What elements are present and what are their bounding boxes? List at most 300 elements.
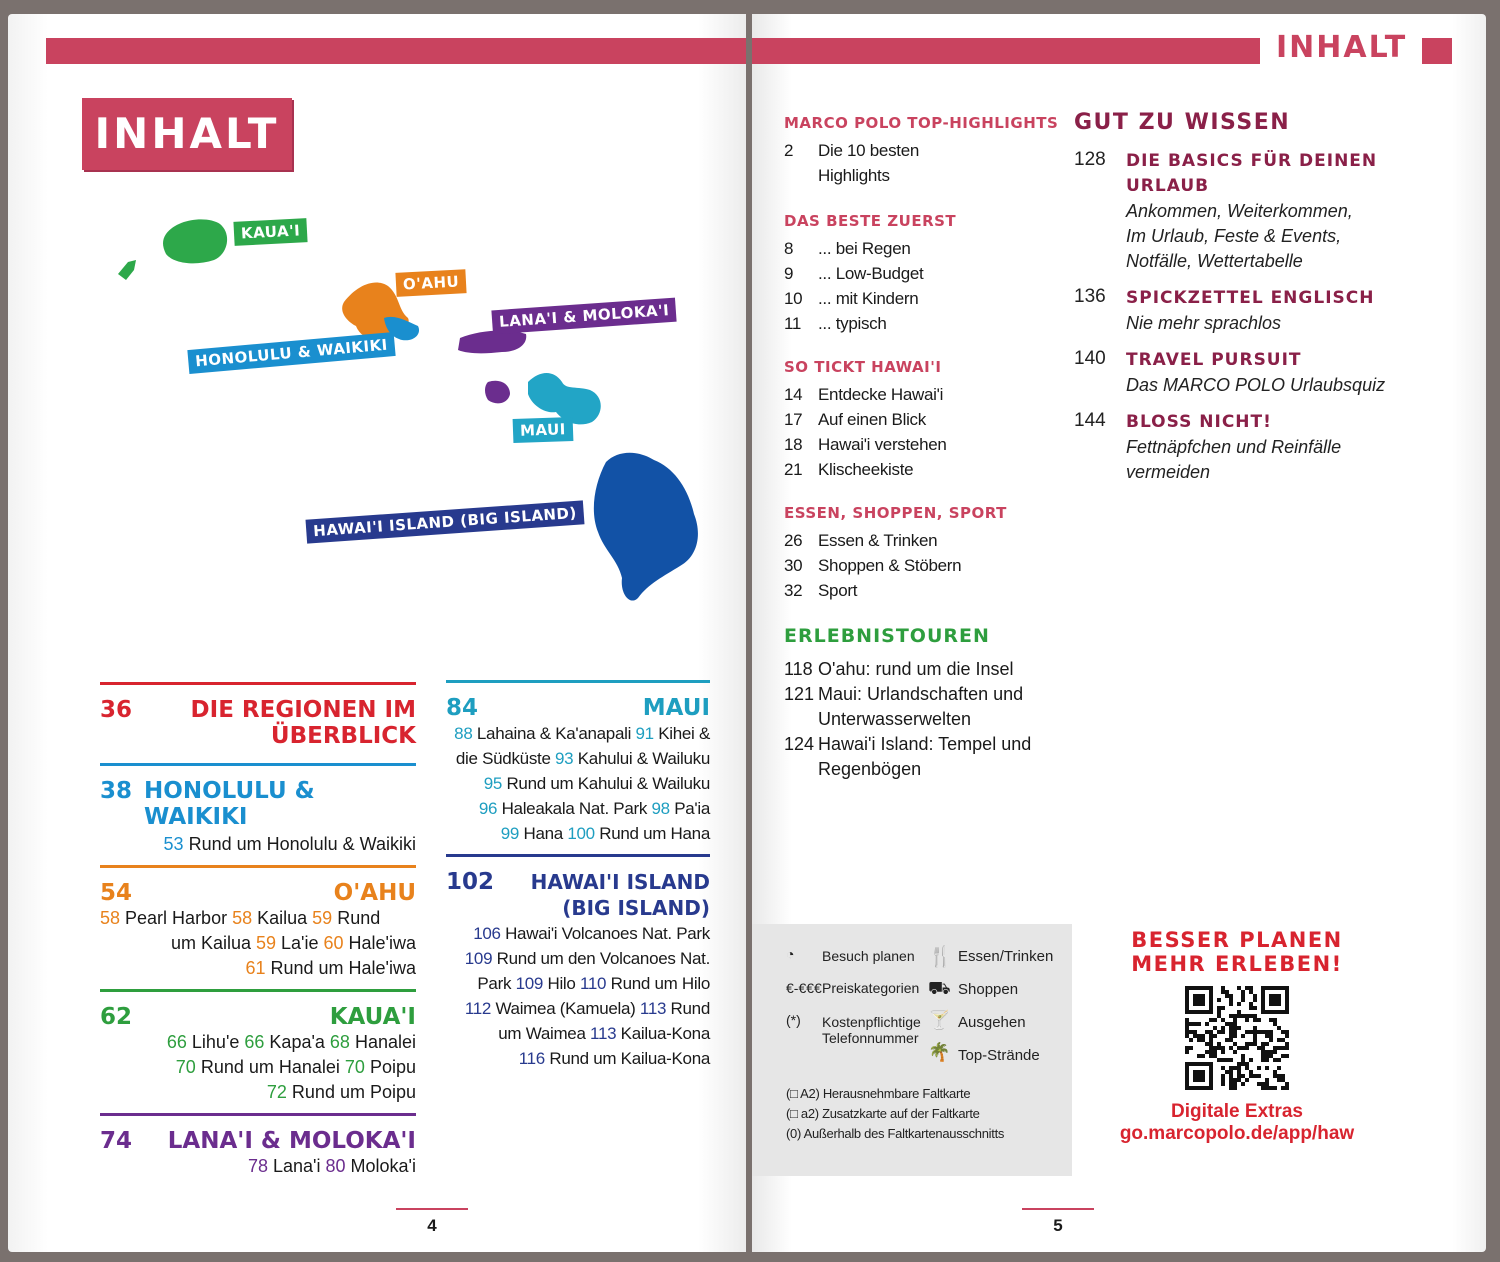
region-title-2: ÜBERBLICK xyxy=(270,723,416,749)
qr-module xyxy=(1261,1086,1265,1090)
toc-entry-page: 18 xyxy=(784,435,803,454)
toc-section xyxy=(784,504,1064,603)
toc-entry-title: Die 10 besten xyxy=(818,141,920,160)
toc-entry-title: ... typisch xyxy=(818,314,887,333)
niihau-island xyxy=(118,260,136,280)
qr-module xyxy=(1229,1002,1233,1006)
qr-module xyxy=(1285,1030,1289,1034)
toc-section xyxy=(784,358,1064,482)
right-page xyxy=(752,14,1486,1252)
qr-module xyxy=(1189,1030,1193,1034)
kauai-island xyxy=(163,219,227,263)
qr-module xyxy=(1265,1050,1269,1054)
page-ref: 70 xyxy=(344,1057,365,1077)
map-label-lanai-molokai: LANA'I & MOLOKA'I xyxy=(491,298,677,335)
gut-item-subtitle: Fettnäpfchen und Reinfälle xyxy=(1126,437,1342,457)
promo-line-2: MEHR ERLEBEN! xyxy=(1131,952,1343,976)
qr-module xyxy=(1229,1058,1233,1062)
legend-food: Essen/Trinken xyxy=(958,948,1054,965)
page-ref: 70 xyxy=(175,1057,196,1077)
gut-item-subtitle: Ankommen, Weiterkommen, xyxy=(1126,201,1353,221)
gut-item-title: BLOSS NICHT! xyxy=(1126,412,1272,432)
qr-module xyxy=(1257,1046,1261,1050)
header-bar xyxy=(752,38,1260,64)
entry-text: die Südküste xyxy=(455,749,556,768)
qr-module xyxy=(1281,1078,1285,1082)
qr-module xyxy=(1245,1066,1249,1070)
qr-module xyxy=(1277,1058,1281,1062)
qr-module xyxy=(1285,1034,1289,1038)
toc-entry-page: 21 xyxy=(784,460,803,479)
qr-module xyxy=(1229,1030,1233,1034)
qr-module xyxy=(1285,1086,1289,1090)
entry-text: Moloka'i xyxy=(345,1156,416,1176)
qr-module xyxy=(1265,1034,1269,1038)
qr-module xyxy=(1193,1022,1197,1026)
qr-module xyxy=(1241,990,1245,994)
map-label-oahu: O'AHU xyxy=(395,269,466,297)
qr-module xyxy=(1185,1030,1189,1034)
toc-entry-title: Maui: Urlandschaften und xyxy=(818,684,1024,704)
gut-item[interactable] xyxy=(1074,410,1414,485)
qr-module xyxy=(1261,1030,1265,1034)
region-num: 54 xyxy=(100,880,133,906)
entry-text: Waimea (Kamuela) xyxy=(491,999,640,1018)
toc-entry[interactable] xyxy=(784,578,1064,603)
page-ref: 91 xyxy=(635,724,654,743)
toc-entry-title: Klischeekiste xyxy=(818,460,914,479)
toc-column xyxy=(784,114,1064,782)
gut-item-title: DIE BASICS FÜR DEINEN xyxy=(1126,151,1378,171)
legend-map-2: (□ a2) Zusatzkarte auf der Faltkarte xyxy=(786,1106,980,1121)
qr-module xyxy=(1229,1014,1233,1018)
qr-module xyxy=(1245,986,1249,990)
qr-module xyxy=(1253,1026,1257,1030)
qr-module xyxy=(1233,1026,1237,1030)
region-title: HONOLULU & WAIKIKI xyxy=(144,778,315,830)
qr-module xyxy=(1221,1046,1225,1050)
qr-module xyxy=(1229,1066,1233,1070)
header-bar-end xyxy=(1422,38,1452,64)
page-ref: 66 xyxy=(244,1032,265,1052)
region-maui[interactable] xyxy=(446,680,710,846)
toc-entry-title: Hawai'i Island: Tempel und xyxy=(818,734,1032,754)
toc-entry-page: 8 xyxy=(784,239,794,258)
gut-item-subtitle: Im Urlaub, Feste & Events, xyxy=(1126,226,1342,246)
qr-module xyxy=(1277,1074,1281,1078)
qr-module xyxy=(1221,1078,1225,1082)
toc-entry[interactable] xyxy=(784,528,1064,553)
qr-module xyxy=(1237,1010,1241,1014)
clock-icon: ◔ xyxy=(786,946,795,962)
qr-module xyxy=(1221,1066,1225,1070)
qr-module xyxy=(1253,1034,1257,1038)
qr-module xyxy=(1245,1042,1249,1046)
qr-module xyxy=(1217,998,1221,1002)
region-num: 102 xyxy=(446,869,495,895)
qr-module xyxy=(1233,1082,1237,1086)
qr-module xyxy=(1249,1042,1253,1046)
region-num: 74 xyxy=(100,1128,133,1154)
qr-module xyxy=(1261,1042,1265,1046)
palm-icon: 🌴 xyxy=(928,1042,951,1062)
toc-entry[interactable] xyxy=(784,657,1064,682)
toc-entry[interactable] xyxy=(784,757,1064,782)
rule xyxy=(446,854,710,857)
basket-icon: ⛟ xyxy=(928,978,951,998)
qr-module xyxy=(1253,1042,1257,1046)
qr-module xyxy=(1245,1014,1249,1018)
toc-entry[interactable] xyxy=(784,553,1064,578)
legend-box xyxy=(752,924,1072,1176)
big-island xyxy=(594,453,698,601)
qr-module xyxy=(1265,1066,1269,1070)
region-oahu[interactable] xyxy=(100,865,416,981)
entry-text: Rund um Hanalei xyxy=(195,1057,345,1077)
qr-module xyxy=(1245,1078,1249,1082)
qr-module xyxy=(1185,1050,1189,1054)
toc-entry-page: 121 xyxy=(784,684,815,704)
qr-module xyxy=(1261,1054,1265,1058)
entry-text: Rund um den Volcanoes Nat. xyxy=(492,949,710,968)
qr-finder xyxy=(1269,994,1281,1006)
qr-module xyxy=(1249,1070,1253,1074)
legend-map-3: (0) Außerhalb des Faltkartenausschnitts xyxy=(786,1126,1005,1141)
qr-module xyxy=(1277,1046,1281,1050)
qr-module xyxy=(1281,1074,1285,1078)
page-ref: 72 xyxy=(266,1082,287,1102)
legend-tel-1: Kostenpflichtige xyxy=(822,1014,921,1030)
qr-module xyxy=(1253,1038,1257,1042)
page-ref: 116 xyxy=(518,1049,545,1068)
page-title: INHALT xyxy=(94,109,280,158)
gut-item[interactable] xyxy=(1074,286,1414,336)
qr-module xyxy=(1185,1022,1189,1026)
entry-text: Hale'iwa xyxy=(343,933,416,953)
qr-module xyxy=(1281,1054,1285,1058)
qr-module xyxy=(1265,1082,1269,1086)
header-title: INHALT xyxy=(1276,30,1408,65)
page-ref: 59 xyxy=(312,908,333,928)
qr-module xyxy=(1265,1030,1269,1034)
qr-module xyxy=(1237,1062,1241,1066)
page-ref: 96 xyxy=(478,799,498,818)
qr-module xyxy=(1253,1018,1257,1022)
qr-module xyxy=(1229,998,1233,1002)
region-honolulu[interactable] xyxy=(100,763,416,857)
qr-module xyxy=(1265,1078,1269,1082)
qr-module xyxy=(1241,1054,1245,1058)
qr-module xyxy=(1241,1074,1245,1078)
toc-entry-title: ... mit Kindern xyxy=(818,289,919,308)
qr-module xyxy=(1205,1030,1209,1034)
toc-entry[interactable] xyxy=(784,311,1064,336)
toc-entry[interactable] xyxy=(784,382,1064,407)
cocktail-icon: 🍸 xyxy=(928,1010,951,1030)
toc-entry-page: 9 xyxy=(784,264,794,283)
page-ref: 61 xyxy=(245,958,266,978)
lanai-island xyxy=(485,381,510,404)
toc-section-heading: ESSEN, SHOPPEN, SPORT xyxy=(784,504,1007,522)
qr-module xyxy=(1217,1010,1221,1014)
region-hawaii[interactable] xyxy=(446,854,710,1071)
toc-entry-page: 14 xyxy=(784,385,803,404)
qr-module xyxy=(1229,1086,1233,1090)
page-ref: 80 xyxy=(325,1156,346,1176)
qr-module xyxy=(1185,1046,1189,1050)
qr-module xyxy=(1245,1030,1249,1034)
gut-item-subtitle: Nie mehr sprachlos xyxy=(1126,313,1282,333)
qr-module xyxy=(1233,1050,1237,1054)
qr-module xyxy=(1193,1030,1197,1034)
toc-entry-page xyxy=(784,757,818,782)
qr-module xyxy=(1229,1082,1233,1086)
qr-module xyxy=(1237,1046,1241,1050)
qr-module xyxy=(1209,1042,1213,1046)
qr-module xyxy=(1209,1018,1213,1022)
qr-module xyxy=(1241,1082,1245,1086)
qr-module xyxy=(1277,1026,1281,1030)
legend-price: Preiskategorien xyxy=(822,980,920,996)
toc-entry-page xyxy=(784,163,818,188)
qr-module xyxy=(1269,1054,1273,1058)
entry-text: Hanalei xyxy=(349,1032,416,1052)
qr-module xyxy=(1273,1018,1277,1022)
toc-entry[interactable] xyxy=(784,732,1064,757)
toc-entry-title: Regenbögen xyxy=(818,759,922,779)
qr-module xyxy=(1233,1042,1237,1046)
qr-module xyxy=(1229,1038,1233,1042)
legend-tel-symbol: (*) xyxy=(786,1012,801,1028)
rule xyxy=(446,680,710,683)
page-ref: 99 xyxy=(500,824,520,843)
qr-module xyxy=(1281,1046,1285,1050)
qr-module xyxy=(1253,1014,1257,1018)
qr-module xyxy=(1241,998,1245,1002)
toc-entry[interactable] xyxy=(784,138,1064,163)
toc-entry-page: 11 xyxy=(784,314,802,333)
toc-entry-page: 10 xyxy=(784,289,803,308)
qr-module xyxy=(1245,1062,1249,1066)
entry-text: Rund um Hana xyxy=(594,824,710,843)
qr-module xyxy=(1273,1046,1277,1050)
promo-block xyxy=(1092,928,1382,1145)
legend-tel xyxy=(822,1014,921,1046)
legend-beach: Top-Strände xyxy=(958,1047,1040,1064)
map-label-kauai: KAUA'I xyxy=(233,218,307,246)
qr-module xyxy=(1233,1034,1237,1038)
toc-entry[interactable] xyxy=(784,432,1064,457)
qr-module xyxy=(1209,1030,1213,1034)
qr-module xyxy=(1217,1042,1221,1046)
qr-module xyxy=(1189,1038,1193,1042)
entry-text: La'ie xyxy=(276,933,324,953)
qr-module xyxy=(1213,1054,1217,1058)
qr-module xyxy=(1229,1034,1233,1038)
title-box xyxy=(82,98,292,170)
qr-module xyxy=(1269,1034,1273,1038)
qr-module xyxy=(1229,1074,1233,1078)
qr-module xyxy=(1265,1054,1269,1058)
toc-section-heading: MARCO POLO TOP-HIGHLIGHTS xyxy=(784,114,1059,132)
toc-entry[interactable] xyxy=(784,457,1064,482)
page-ref: 59 xyxy=(255,933,277,953)
page-ref: 100 xyxy=(567,824,595,843)
toc-entry[interactable] xyxy=(784,163,1064,188)
qr-finder xyxy=(1193,994,1205,1006)
qr-module xyxy=(1249,1002,1253,1006)
qr-module xyxy=(1237,1070,1241,1074)
qr-module xyxy=(1225,1070,1229,1074)
toc-entry[interactable] xyxy=(784,707,1064,732)
qr-module xyxy=(1257,1018,1261,1022)
qr-module xyxy=(1201,1034,1205,1038)
toc-entry-page: 118 xyxy=(784,659,813,679)
region-lanai-molokai[interactable] xyxy=(100,1113,416,1179)
entry-text: Kailua-Kona xyxy=(616,1024,710,1043)
toc-entry-title: O'ahu: rund um die Insel xyxy=(818,659,1014,679)
qr-module xyxy=(1265,1058,1269,1062)
toc-entry-page: 26 xyxy=(784,531,803,550)
gut-item-title: SPICKZETTEL ENGLISCH xyxy=(1126,288,1375,308)
toc-entry-title: Shoppen & Stöbern xyxy=(818,556,962,575)
qr-module xyxy=(1241,1034,1245,1038)
qr-module xyxy=(1213,1018,1217,1022)
entry-text: Kapa'a xyxy=(264,1032,330,1052)
entry-text: Hawai'i Volcanoes Nat. Park xyxy=(500,924,710,943)
qr-module xyxy=(1217,1046,1221,1050)
region-title: HAWAI'I ISLAND xyxy=(530,870,710,894)
qr-module xyxy=(1257,1074,1261,1078)
qr-module xyxy=(1205,1022,1209,1026)
qr-module xyxy=(1213,1046,1217,1050)
rule xyxy=(100,989,416,992)
toc-entry-title: ... bei Regen xyxy=(818,239,911,258)
qr-module xyxy=(1241,1014,1245,1018)
entry-text: Rund xyxy=(666,999,710,1018)
region-title: KAUA'I xyxy=(329,1004,416,1030)
qr-module xyxy=(1241,994,1245,998)
fork-knife-icon: 🍴 xyxy=(928,946,953,968)
gut-zu-wissen xyxy=(1074,110,1414,497)
qr-module xyxy=(1253,1074,1257,1078)
qr-module xyxy=(1277,1066,1281,1070)
toc-entry[interactable] xyxy=(784,682,1064,707)
qr-module xyxy=(1221,1018,1225,1022)
qr-module xyxy=(1233,1022,1237,1026)
promo-url[interactable]: go.marcopolo.de/app/haw xyxy=(1119,1123,1355,1144)
qr-module xyxy=(1261,1046,1265,1050)
regions-column-right xyxy=(446,680,710,1071)
gut-item-title-2: URLAUB xyxy=(1126,176,1210,196)
entry-text: Kihei & xyxy=(653,724,710,743)
qr-module xyxy=(1237,1074,1241,1078)
region-overview[interactable] xyxy=(100,682,416,749)
qr-module xyxy=(1221,1074,1225,1078)
qr-module xyxy=(1205,1050,1209,1054)
page-ref: 113 xyxy=(590,1024,617,1043)
legend-tel-2: Telefonnummer xyxy=(822,1030,919,1046)
gut-item[interactable] xyxy=(1074,149,1414,274)
qr-module xyxy=(1257,1030,1261,1034)
qr-module xyxy=(1269,1038,1273,1042)
qr-module xyxy=(1241,1046,1245,1050)
region-title: O'AHU xyxy=(333,880,416,906)
entry-text: Pa'ia xyxy=(669,799,710,818)
qr-module xyxy=(1185,1026,1189,1030)
entry-text: Rund um Hale'iwa xyxy=(265,958,416,978)
qr-module xyxy=(1237,1014,1241,1018)
toc-section xyxy=(784,212,1064,336)
entry-text: Rund xyxy=(332,908,381,928)
qr-module xyxy=(1221,1026,1225,1030)
qr-module xyxy=(1249,1014,1253,1018)
page-ref: 93 xyxy=(555,749,574,768)
qr-module xyxy=(1285,1054,1289,1058)
page-ref: 66 xyxy=(166,1032,187,1052)
qr-code[interactable] xyxy=(1175,986,1299,1090)
region-kauai[interactable] xyxy=(100,989,416,1105)
rule xyxy=(100,865,416,868)
toc-entry[interactable] xyxy=(784,261,1064,286)
qr-module xyxy=(1189,1022,1193,1026)
qr-module xyxy=(1241,1058,1245,1062)
qr-module xyxy=(1233,1066,1237,1070)
toc-entry-page: 124 xyxy=(784,734,815,754)
region-num: 84 xyxy=(446,695,479,721)
map-label-maui: MAUI xyxy=(513,417,574,443)
qr-module xyxy=(1261,1058,1265,1062)
qr-module xyxy=(1249,1074,1253,1078)
page-ref: 68 xyxy=(329,1032,350,1052)
qr-module xyxy=(1197,1034,1201,1038)
qr-module xyxy=(1233,1018,1237,1022)
toc-entry-title: Entdecke Hawai'i xyxy=(818,385,944,404)
entry-text: Hilo xyxy=(543,974,580,993)
qr-module xyxy=(1269,1018,1273,1022)
qr-module xyxy=(1281,1086,1285,1090)
folio-rule xyxy=(396,1208,468,1210)
gut-item-subtitle: Das MARCO POLO Urlaubsquiz xyxy=(1126,375,1386,395)
entry-text: Kahului & Wailuku xyxy=(573,749,710,768)
qr-module xyxy=(1229,1026,1233,1030)
toc-entry[interactable] xyxy=(784,236,1064,261)
qr-module xyxy=(1249,986,1253,990)
region-title: MAUI xyxy=(642,695,710,721)
toc-section-heading: DAS BESTE ZUERST xyxy=(784,212,957,230)
qr-module xyxy=(1221,1058,1225,1062)
qr-module xyxy=(1225,994,1229,998)
region-num: 36 xyxy=(100,697,133,723)
toc-entry[interactable] xyxy=(784,286,1064,311)
qr-module xyxy=(1285,1082,1289,1086)
qr-module xyxy=(1245,1018,1249,1022)
qr-module xyxy=(1277,1038,1281,1042)
qr-module xyxy=(1217,1006,1221,1010)
qr-module xyxy=(1209,1050,1213,1054)
gut-item[interactable] xyxy=(1074,348,1414,398)
entry-text: Pearl Harbor xyxy=(120,908,233,928)
left-page xyxy=(8,14,746,1252)
entry-text: Lahaina & Ka'anapali xyxy=(472,724,636,743)
page-ref: 98 xyxy=(651,799,670,818)
qr-module xyxy=(1213,1026,1217,1030)
toc-entry[interactable] xyxy=(784,407,1064,432)
qr-module xyxy=(1261,1050,1265,1054)
toc-entry-title: Hawai'i verstehen xyxy=(818,435,947,454)
qr-module xyxy=(1233,1014,1237,1018)
toc-entry-title: Essen & Trinken xyxy=(818,531,938,550)
